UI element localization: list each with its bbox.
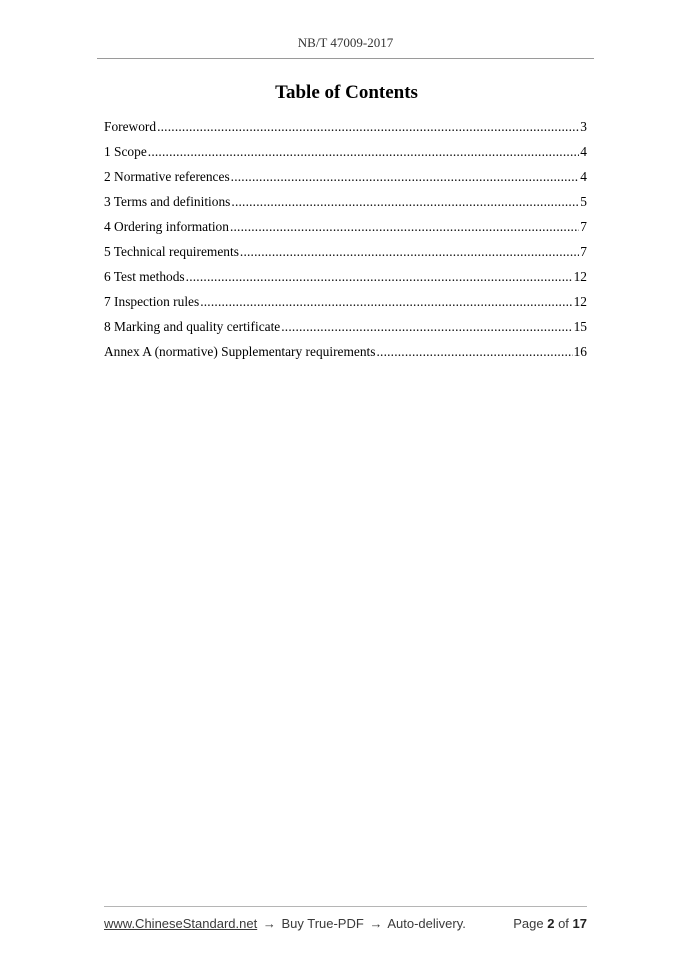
dot-leader [231,192,579,212]
dot-leader [240,242,579,262]
page-indicator [513,916,587,932]
toc-entry-page: 16 [573,344,587,359]
auto-delivery-text: Auto-delivery. [387,916,466,931]
toc-entry-foreword[interactable] [104,117,587,142]
page-footer [104,906,587,932]
dot-leader [376,342,572,362]
toc-entry-label: 1 Scope [104,144,147,159]
toc-entry-normative-references[interactable] [104,167,587,192]
toc-entry-page: 4 [580,144,587,159]
toc-entry-label: 4 Ordering information [104,219,229,234]
toc-entry-page: 12 [573,294,587,309]
toc-entry-technical-requirements[interactable] [104,242,587,267]
dot-leader [148,142,580,162]
toc-entry-page: 5 [580,194,587,209]
arrow-right-icon: → [369,916,383,931]
current-page-number: 2 [547,916,555,931]
toc-list [104,117,587,367]
total-pages-number: 17 [572,916,587,931]
toc-entry-label: 2 Normative references [104,169,230,184]
page-word: Page [513,916,544,931]
toc-entry-page: 7 [580,219,587,234]
toc-entry-inspection-rules[interactable] [104,292,587,317]
dot-leader [281,317,572,337]
footer-promo [104,916,466,932]
toc-entry-page: 4 [580,169,587,184]
dot-leader [230,217,579,237]
arrow-right-icon: → [262,916,276,931]
toc-entry-label: Annex A (normative) Supplementary requirements [104,344,376,359]
dot-leader [157,117,579,137]
toc-entry-label: 5 Technical requirements [104,244,239,259]
toc-entry-page: 12 [573,269,587,284]
toc-entry-label: 7 Inspection rules [104,294,200,309]
toc-entry-test-methods[interactable] [104,267,587,292]
of-word: of [558,916,569,931]
dot-leader [200,292,572,312]
toc-entry-marking-quality-certificate[interactable] [104,317,587,342]
toc-entry-scope[interactable] [104,142,587,167]
toc-entry-annex-a[interactable] [104,342,587,367]
toc-entry-label: 8 Marking and quality certificate [104,319,281,334]
standard-number: NB/T 47009-2017 [297,35,394,50]
toc-entry-terms-definitions[interactable] [104,192,587,217]
buy-true-pdf-text: Buy True-PDF [281,916,364,931]
dot-leader [231,167,580,187]
toc-entry-page: 7 [580,244,587,259]
toc-entry-label: 3 Terms and definitions [104,194,231,209]
toc-entry-label: Foreword [104,119,157,134]
toc-entry-ordering-information[interactable] [104,217,587,242]
toc-entry-page: 3 [580,119,587,134]
dot-leader [186,267,573,287]
toc-title: Table of Contents [275,82,418,103]
page-header [97,30,594,59]
site-link[interactable]: www.ChineseStandard.net [104,916,258,931]
toc-entry-page: 15 [573,319,587,334]
toc-entry-label: 6 Test methods [104,269,185,284]
